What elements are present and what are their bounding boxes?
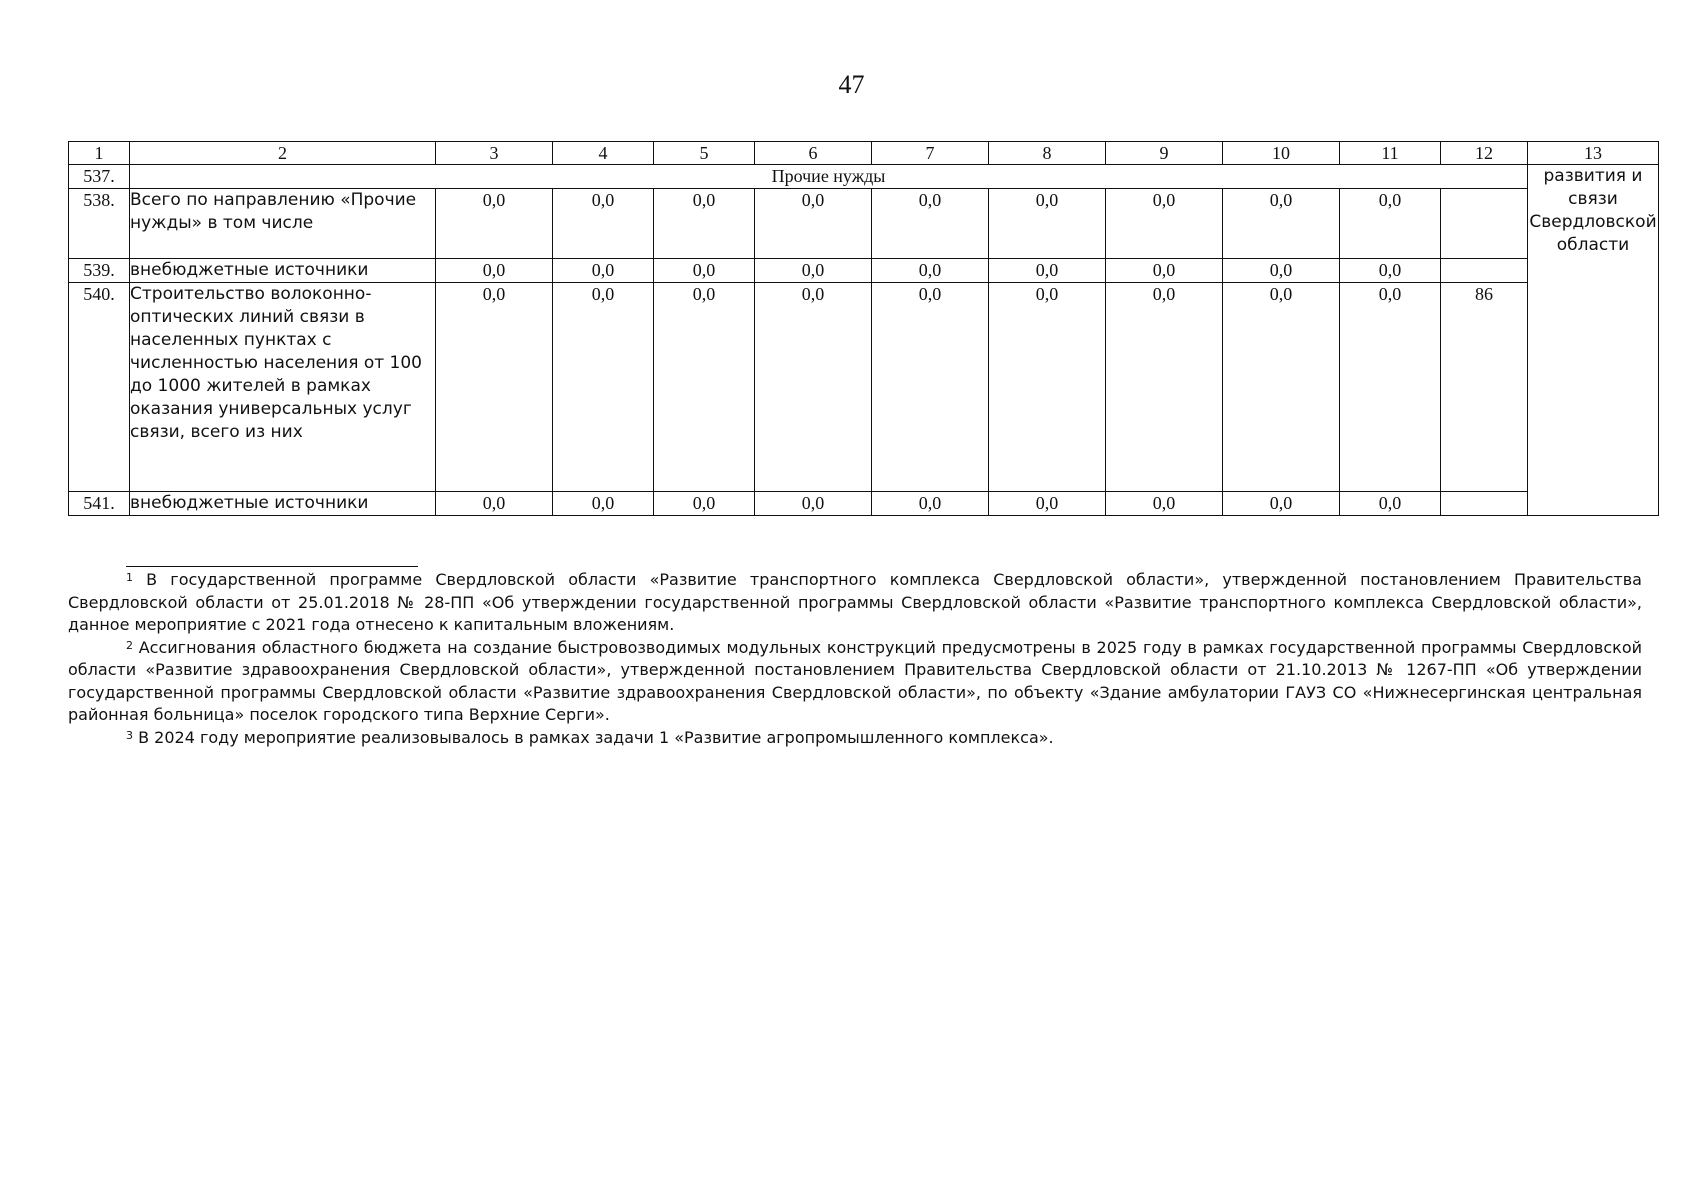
- value-cell: 0,0: [989, 283, 1106, 492]
- column-header: 6: [755, 142, 872, 165]
- column-header: 8: [989, 142, 1106, 165]
- column-header: 1: [69, 142, 130, 165]
- column-header: 9: [1106, 142, 1223, 165]
- footnote-mark: 2: [126, 638, 133, 652]
- value-cell: 0,0: [553, 259, 654, 283]
- value-cell: 0,0: [1106, 492, 1223, 516]
- row-description: внебюджетные источники: [130, 492, 436, 516]
- footnote: [68, 637, 1642, 727]
- footnote-text: В 2024 году мероприятие реализовывалось в рамках задачи 1 «Развитие агропромышленного комплекса».: [138, 727, 1054, 747]
- table-row: [69, 492, 1659, 516]
- value-cell: 0,0: [1106, 259, 1223, 283]
- value-cell: 0,0: [989, 492, 1106, 516]
- row-number: 537.: [69, 165, 130, 189]
- row-description: Строительство волоконно-оптических линий связи в населенных пунктах с численностью населения от 100 до 1000 жителей в рамках оказания универсальных услуг связи, всего из них: [130, 283, 436, 492]
- row-number: 540.: [69, 283, 130, 492]
- value-cell: 0,0: [989, 189, 1106, 259]
- footnote-separator: [126, 566, 418, 567]
- value-cell: 0,0: [1223, 283, 1340, 492]
- row-number: 539.: [69, 259, 130, 283]
- col12-cell: [1441, 189, 1528, 259]
- value-cell: 0,0: [654, 189, 755, 259]
- value-cell: 0,0: [436, 492, 553, 516]
- responsible-executor-cell: развития и связи Свердловской области: [1528, 165, 1659, 516]
- table-row: [69, 283, 1659, 492]
- column-number-row: [69, 142, 1659, 165]
- value-cell: 0,0: [553, 492, 654, 516]
- page-number: 47: [838, 70, 865, 99]
- column-header: 7: [872, 142, 989, 165]
- value-cell: 0,0: [1223, 189, 1340, 259]
- value-cell: 0,0: [872, 492, 989, 516]
- value-cell: 0,0: [1106, 283, 1223, 492]
- value-cell: 0,0: [654, 492, 755, 516]
- footnote-mark: 3: [126, 728, 133, 742]
- column-header: 10: [1223, 142, 1340, 165]
- value-cell: 0,0: [1340, 492, 1441, 516]
- column-header: 5: [654, 142, 755, 165]
- section-title: Прочие нужды: [130, 165, 1528, 189]
- column-header: 4: [553, 142, 654, 165]
- value-cell: 0,0: [755, 259, 872, 283]
- footnote-text: Ассигнования областного бюджета на создание быстровозводимых модульных конструкций предусмотрены в 2025 году в рамках государственной программы Свердловской области «Развитие здравоохранения Свердловской области», утвержденной постановлением Правительства Свердловской области от 21.10.2013 № 1267-ПП «Об утверждении государственной программы Свердловской области «Развитие здравоохранения Свердловской области», по объекту «Здание амбулатории ГАУЗ СО «Нижнесергинская центральная районная больница» поселок городского типа Верхние Серги».: [68, 637, 1643, 724]
- column-header: 3: [436, 142, 553, 165]
- value-cell: 0,0: [436, 259, 553, 283]
- value-cell: 0,0: [1340, 283, 1441, 492]
- value-cell: 0,0: [654, 259, 755, 283]
- value-cell: 0,0: [1223, 492, 1340, 516]
- value-cell: 0,0: [654, 283, 755, 492]
- column-header: 11: [1340, 142, 1441, 165]
- value-cell: 0,0: [1106, 189, 1223, 259]
- value-cell: 0,0: [436, 189, 553, 259]
- col12-cell: [1441, 492, 1528, 516]
- column-header: 12: [1441, 142, 1528, 165]
- value-cell: 0,0: [989, 259, 1106, 283]
- footnote-text: В государственной программе Свердловской области «Развитие транспортного комплекса Свердловской области», утвержденной постановлением Правительства Свердловской области от 25.01.2018 № 28-ПП «Об утверждении государственной программы Свердловской области «Развитие транспортного комплекса Свердловской области», данное мероприятие с 2021 года отнесено к капитальным вложениям.: [68, 570, 1642, 634]
- col12-cell: [1441, 259, 1528, 283]
- footnote: [68, 727, 1642, 750]
- value-cell: 0,0: [872, 283, 989, 492]
- budget-table: [68, 141, 1659, 516]
- row-number: 541.: [69, 492, 130, 516]
- row-description: внебюджетные источники: [130, 259, 436, 283]
- value-cell: 0,0: [872, 189, 989, 259]
- value-cell: 0,0: [755, 189, 872, 259]
- col12-cell: 86: [1441, 283, 1528, 492]
- table-row: [69, 259, 1659, 283]
- value-cell: 0,0: [553, 189, 654, 259]
- value-cell: 0,0: [1223, 259, 1340, 283]
- column-header: 13: [1528, 142, 1659, 165]
- section-row: [69, 165, 1659, 189]
- value-cell: 0,0: [1340, 259, 1441, 283]
- footnotes: [68, 566, 1642, 749]
- row-description: Всего по направлению «Прочие нужды» в том числе: [130, 189, 436, 259]
- footnote-mark: 1: [126, 571, 133, 584]
- value-cell: 0,0: [1340, 189, 1441, 259]
- column-header: 2: [130, 142, 436, 165]
- value-cell: 0,0: [436, 283, 553, 492]
- row-number: 538.: [69, 189, 130, 259]
- value-cell: 0,0: [755, 283, 872, 492]
- value-cell: 0,0: [553, 283, 654, 492]
- value-cell: 0,0: [755, 492, 872, 516]
- footnote: [68, 569, 1642, 637]
- value-cell: 0,0: [872, 259, 989, 283]
- table-row: [69, 189, 1659, 259]
